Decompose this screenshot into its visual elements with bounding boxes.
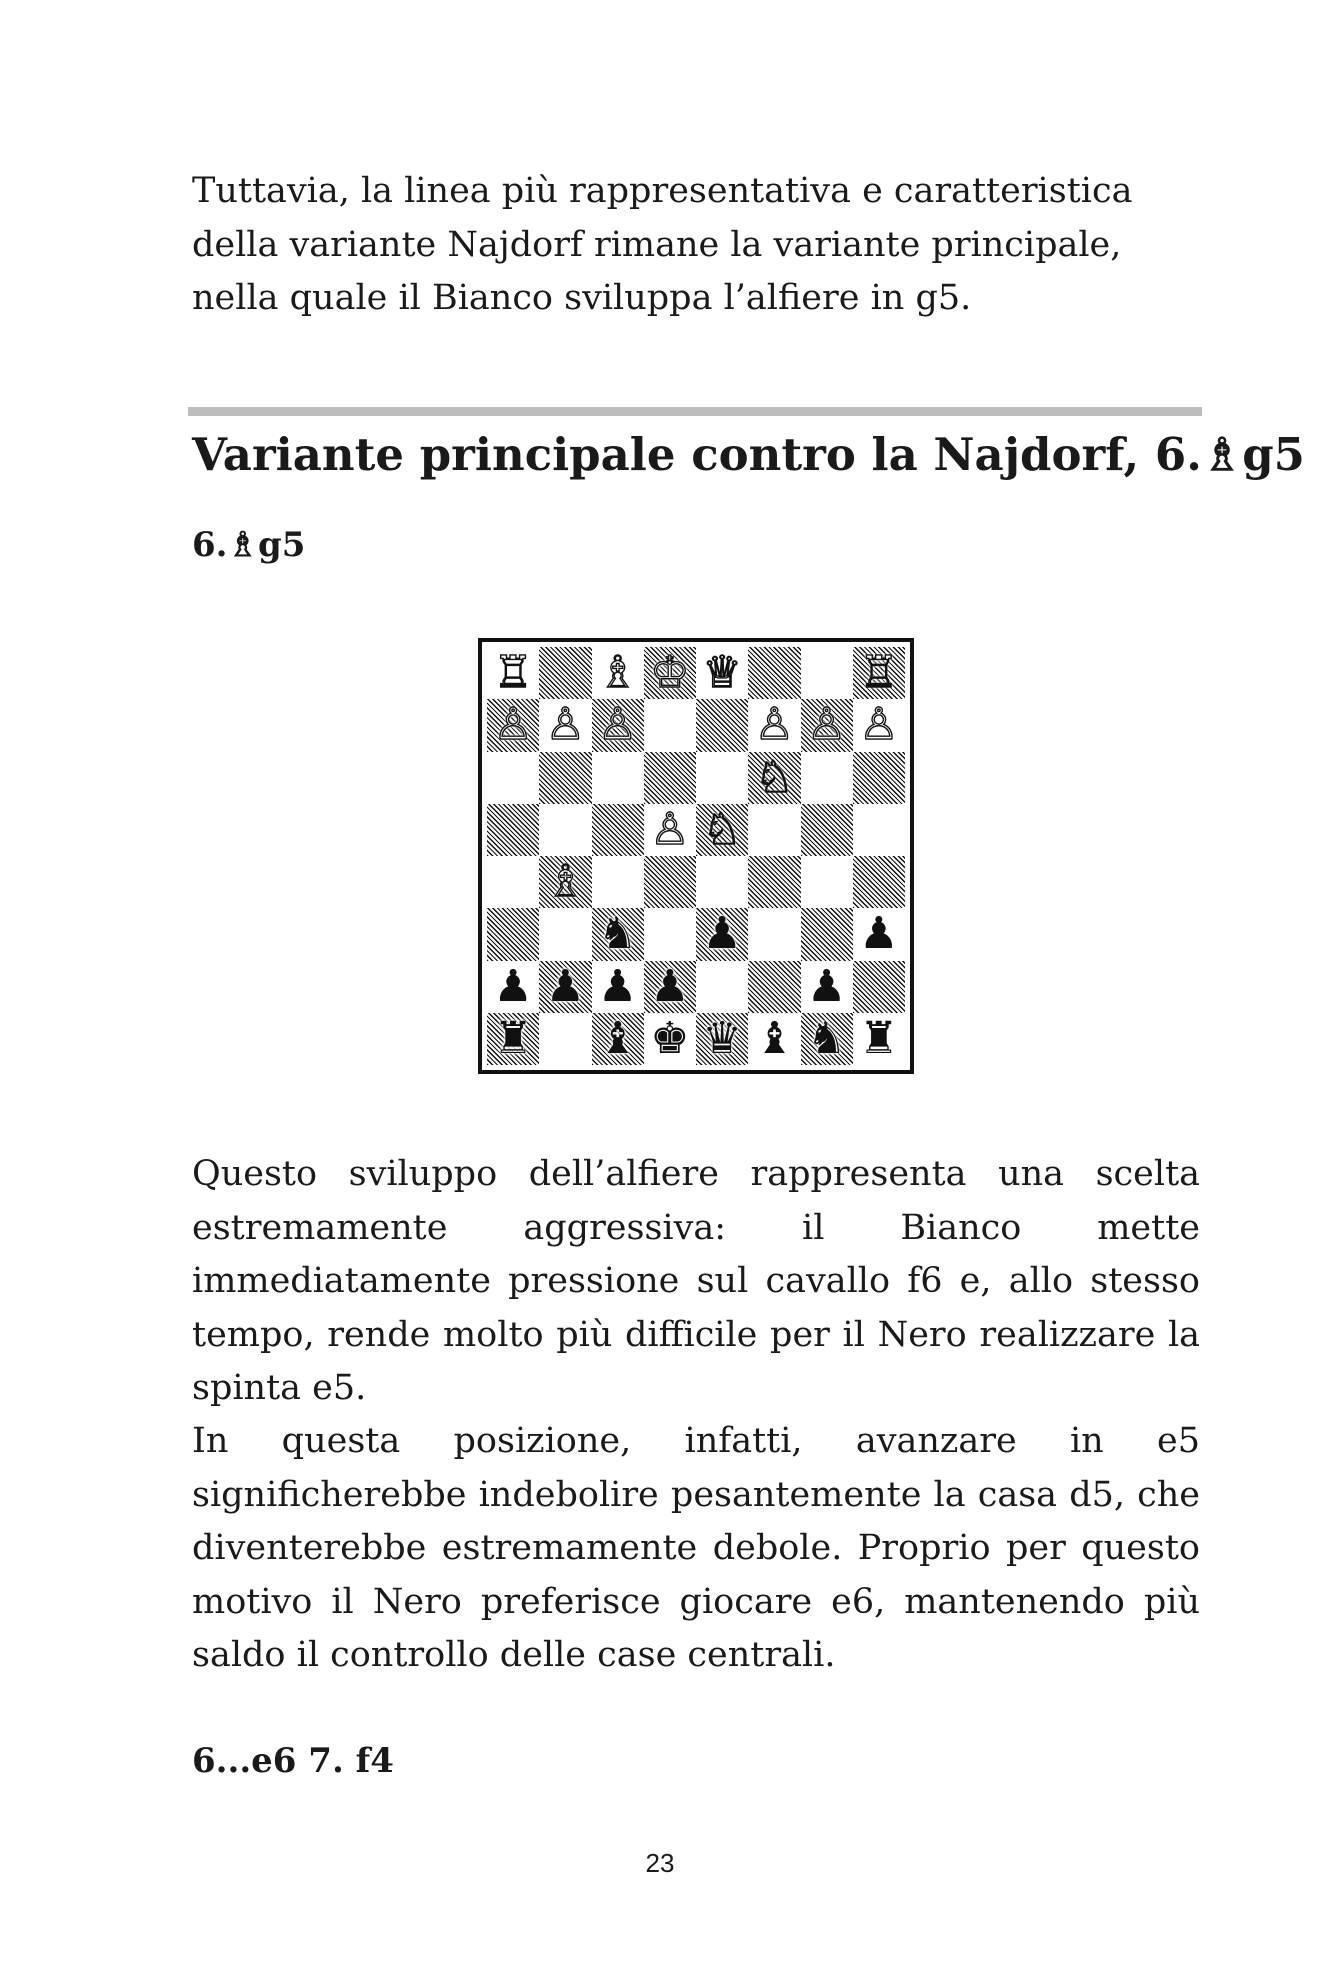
board-square bbox=[487, 647, 539, 699]
board-square bbox=[644, 1013, 696, 1065]
board-square bbox=[801, 856, 853, 908]
board-square bbox=[801, 804, 853, 856]
board-square bbox=[644, 804, 696, 856]
board-square bbox=[644, 908, 696, 960]
white-piece-icon: ♙ bbox=[650, 803, 690, 855]
white-piece-icon: ♖ bbox=[493, 647, 533, 699]
white-piece-icon: ♙ bbox=[754, 699, 795, 751]
board-square bbox=[696, 752, 748, 804]
black-piece-icon: ♟ bbox=[493, 960, 533, 1012]
board-square bbox=[801, 908, 853, 960]
board-square bbox=[592, 647, 644, 699]
board-square bbox=[592, 752, 644, 804]
white-piece-icon: ♖ bbox=[859, 647, 899, 699]
black-piece-icon: ♜ bbox=[493, 1012, 533, 1064]
black-piece-icon: ♝ bbox=[597, 1012, 638, 1064]
board-square bbox=[644, 856, 696, 908]
board-square bbox=[696, 804, 748, 856]
board-square bbox=[853, 647, 905, 699]
board-square bbox=[487, 961, 539, 1013]
board-square bbox=[644, 961, 696, 1013]
white-piece-icon: ♙ bbox=[493, 699, 533, 751]
board-square bbox=[539, 856, 591, 908]
board-square bbox=[592, 699, 644, 751]
white-piece-icon: ♗ bbox=[597, 647, 638, 699]
board-square bbox=[853, 908, 905, 960]
board-square bbox=[853, 856, 905, 908]
page-number: 23 bbox=[645, 1848, 675, 1878]
board-square bbox=[644, 699, 696, 751]
section-divider bbox=[188, 407, 1202, 416]
board-square bbox=[748, 856, 800, 908]
board-square bbox=[801, 1013, 853, 1065]
board-square bbox=[853, 1013, 905, 1065]
move-notation-second: 6...e6 7. f4 bbox=[192, 1741, 394, 1781]
board-square bbox=[487, 856, 539, 908]
board-square bbox=[748, 699, 800, 751]
board-square bbox=[853, 804, 905, 856]
board-square bbox=[539, 1013, 591, 1065]
board-square bbox=[748, 752, 800, 804]
board-square bbox=[853, 699, 905, 751]
white-piece-icon: ♘ bbox=[702, 803, 742, 855]
board-square bbox=[748, 647, 800, 699]
black-piece-icon: ♟ bbox=[650, 960, 690, 1012]
white-piece-icon: ♘ bbox=[754, 751, 795, 803]
white-piece-icon: ♙ bbox=[806, 699, 847, 751]
board-square bbox=[696, 908, 748, 960]
white-piece-icon: ♙ bbox=[545, 699, 586, 751]
board-square bbox=[539, 961, 591, 1013]
chess-diagram bbox=[478, 638, 914, 1074]
board-square bbox=[748, 908, 800, 960]
black-piece-icon: ♟ bbox=[702, 908, 742, 960]
black-piece-icon: ♝ bbox=[754, 1012, 795, 1064]
board-square bbox=[748, 961, 800, 1013]
black-piece-icon: ♞ bbox=[597, 908, 638, 960]
black-piece-icon: ♜ bbox=[859, 1012, 899, 1064]
board-square bbox=[801, 752, 853, 804]
black-piece-icon: ♟ bbox=[545, 960, 586, 1012]
board-square bbox=[696, 856, 748, 908]
board-square bbox=[801, 961, 853, 1013]
section-heading: Variante principale contro la Najdorf, 6.♗g5 bbox=[192, 428, 1305, 481]
board-square bbox=[853, 752, 905, 804]
white-piece-icon: ♕ bbox=[702, 647, 742, 699]
board-square bbox=[592, 1013, 644, 1065]
board-square bbox=[592, 856, 644, 908]
board-square bbox=[539, 647, 591, 699]
board-square bbox=[539, 752, 591, 804]
board-square bbox=[801, 647, 853, 699]
paragraph-development: Questo sviluppo dell’alfiere rappresenta una scelta estremamente aggressiva: il Bianco mette immediatamente pressione sul cavallo f6 e, allo stesso tempo, rende molto più difficile per il Nero realizzare la spinta e5. bbox=[192, 1154, 1200, 1408]
move-notation-first: 6.♗g5 bbox=[192, 525, 306, 565]
board-square bbox=[592, 908, 644, 960]
board-square bbox=[748, 1013, 800, 1065]
board-square bbox=[487, 804, 539, 856]
board-square bbox=[696, 961, 748, 1013]
board-square bbox=[748, 804, 800, 856]
board-square bbox=[696, 699, 748, 751]
black-piece-icon: ♟ bbox=[859, 908, 899, 960]
white-piece-icon: ♗ bbox=[545, 856, 586, 908]
white-piece-icon: ♔ bbox=[650, 647, 690, 699]
white-piece-icon: ♙ bbox=[859, 699, 899, 751]
chess-board bbox=[487, 647, 905, 1065]
black-piece-icon: ♞ bbox=[806, 1012, 847, 1064]
white-piece-icon: ♙ bbox=[597, 699, 638, 751]
board-square bbox=[644, 752, 696, 804]
black-piece-icon: ♟ bbox=[806, 960, 847, 1012]
black-piece-icon: ♚ bbox=[650, 1012, 690, 1064]
board-square bbox=[487, 1013, 539, 1065]
board-square bbox=[696, 1013, 748, 1065]
board-square bbox=[801, 699, 853, 751]
paragraph-position: In questa posizione, infatti, avanzare in e5 significherebbe indebolire pesantemente la casa d5, che diventerebbe estremamente debole. Proprio per questo motivo il Nero preferisce giocare e6, mantenendo più saldo il controllo delle case centrali. bbox=[192, 1421, 1200, 1675]
board-square bbox=[853, 961, 905, 1013]
board-square bbox=[539, 908, 591, 960]
intro-paragraph: Tuttavia, la linea più rappresentativa e caratteristica della variante Najdorf rimane la variante principale, nella quale il Bianco sviluppa l’alfiere in g5. bbox=[192, 171, 1133, 318]
board-square bbox=[539, 699, 591, 751]
board-square bbox=[487, 752, 539, 804]
board-square bbox=[592, 804, 644, 856]
board-square bbox=[644, 647, 696, 699]
black-piece-icon: ♟ bbox=[597, 960, 638, 1012]
board-square bbox=[592, 961, 644, 1013]
board-square bbox=[696, 647, 748, 699]
black-piece-icon: ♛ bbox=[702, 1012, 742, 1064]
board-square bbox=[487, 908, 539, 960]
board-square bbox=[487, 699, 539, 751]
board-square bbox=[539, 804, 591, 856]
